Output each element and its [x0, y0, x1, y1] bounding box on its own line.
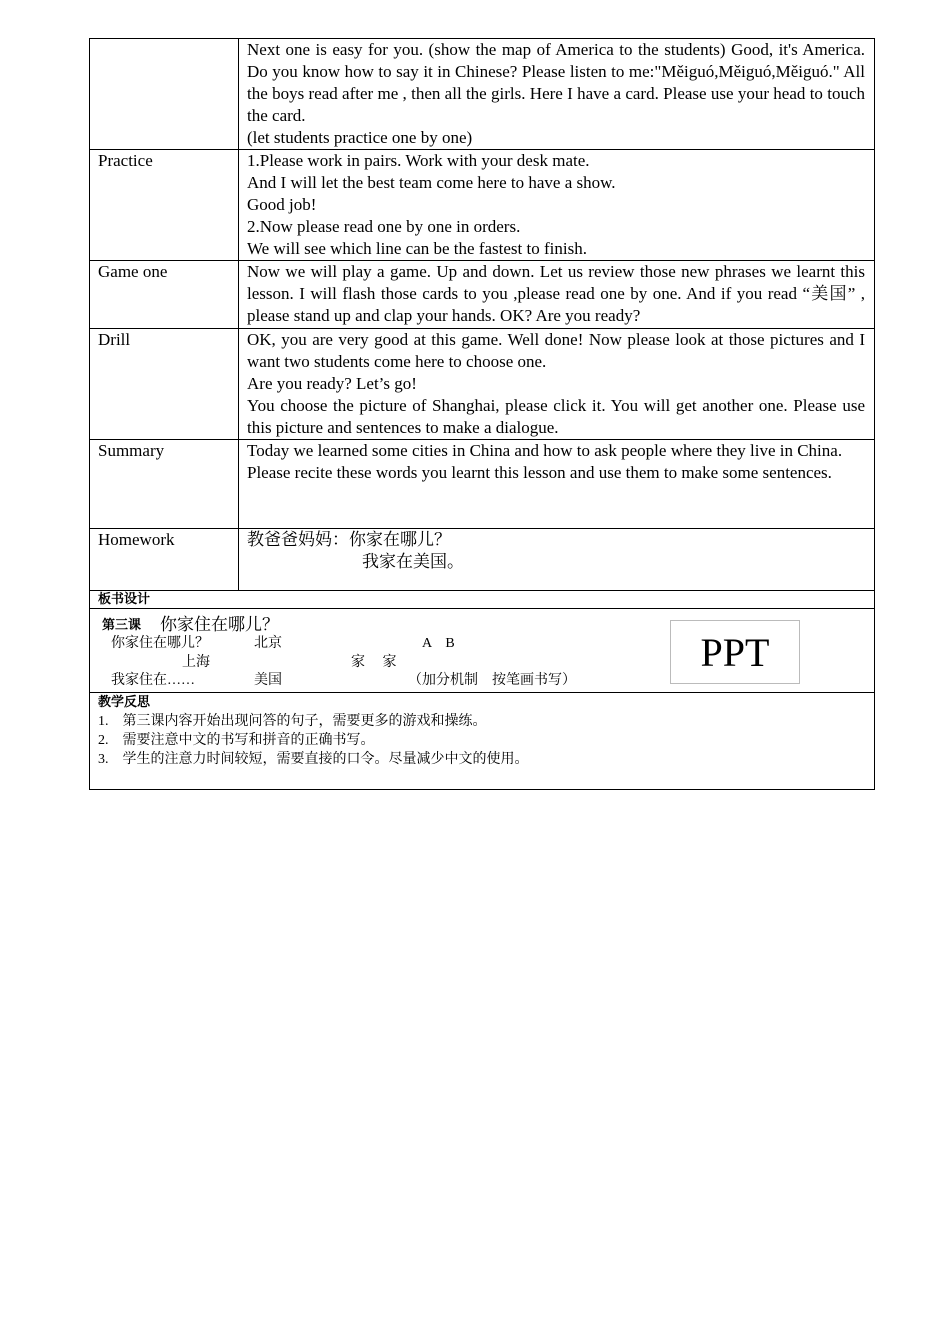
row-content — [239, 440, 875, 529]
reflection-cell — [90, 693, 875, 790]
content-line: Now we will play a game. Up and down. Let us review those new phrases we learnt this lesson. I will flash those cards to you ,please read one by one. And if you read “美国” , please stand up and clap your hands. OK? Are you ready? — [247, 262, 865, 325]
board-word-meiguo: 美国 — [254, 673, 282, 688]
content-line: You choose the picture of Shanghai, please click it. You will get another one. Please use this picture and sentences to make a dialogue. — [247, 396, 865, 437]
ppt-label: PPT — [700, 629, 770, 675]
board-design-title: 板书设计 — [90, 591, 875, 609]
content-line: Please recite these words you learnt this lesson and use them to make some sentences. — [247, 463, 832, 482]
reflection-item: 3. 学生的注意力时间较短，需要直接的口令。尽量减少中文的使用。 — [98, 752, 529, 767]
content-line: Good job! — [247, 195, 317, 214]
table-row — [90, 150, 875, 261]
board-lesson-title: 你家住在哪儿？ — [160, 615, 279, 634]
board-design-cell — [90, 609, 875, 693]
table-row — [90, 329, 875, 440]
content-line: Next one is easy for you. (show the map of America to the students) Good, it's America. Do you know how to say it in Chinese? Please listen to me:"Měiguó,Měiguó,Měiguó." All the boys read after me , then all the girls. Here I have a card. Please use your head to touch the card. — [247, 40, 865, 125]
row-label: Drill — [90, 329, 239, 440]
board-ab: A B — [422, 636, 455, 651]
lesson-plan-page — [89, 38, 874, 790]
table-row — [90, 261, 875, 329]
homework-content — [239, 529, 875, 591]
homework-line: 我家在美国。 — [362, 552, 464, 571]
ppt-box — [670, 620, 800, 684]
reflection-title: 教学反思 — [98, 695, 151, 710]
content-line: Are you ready? Let’s go! — [247, 374, 417, 393]
content-line: (let students practice one by one) — [247, 128, 473, 147]
board-note: （加分机制 按笔画书写） — [408, 673, 576, 688]
board-row — [90, 609, 875, 693]
board-word-beijing: 北京 — [254, 636, 282, 651]
content-line: 1.Please work in pairs. Work with your desk mate. — [247, 151, 590, 170]
row-content — [239, 329, 875, 440]
row-label: Summary — [90, 440, 239, 529]
board-word-jia: 家 家 — [351, 655, 397, 670]
reflection-item: 1. 第三课内容开始出现问答的句子，需要更多的游戏和操练。 — [98, 714, 487, 729]
table-row — [90, 39, 875, 150]
board-answer: 我家住在…… — [111, 673, 195, 688]
row-content — [239, 39, 875, 150]
row-content — [239, 261, 875, 329]
row-content — [239, 150, 875, 261]
row-label: Homework — [90, 529, 239, 591]
row-label — [90, 39, 239, 150]
table-row — [90, 529, 875, 591]
section-row — [90, 591, 875, 609]
reflection-item: 2. 需要注意中文的书写和拼音的正确书写。 — [98, 733, 375, 748]
content-line: 2.Now please read one by one in orders. — [247, 217, 521, 236]
homework-line: 教爸爸妈妈：你家在哪儿？ — [247, 530, 451, 549]
row-label: Practice — [90, 150, 239, 261]
board-lesson-number: 第三课 — [102, 618, 142, 633]
row-label: Game one — [90, 261, 239, 329]
board-word-shanghai: 上海 — [182, 655, 210, 670]
lesson-plan-table — [89, 38, 875, 790]
content-line: Today we learned some cities in China and how to ask people where they live in China. — [247, 441, 843, 460]
board-question: 你家住在哪儿？ — [111, 636, 209, 651]
board-design — [90, 609, 874, 692]
content-line: And I will let the best team come here to have a show. — [247, 173, 616, 192]
content-line: We will see which line can be the fastest to finish. — [247, 239, 587, 258]
content-line: OK, you are very good at this game. Well done! Now please look at those pictures and I want two students come here to choose one. — [247, 330, 865, 371]
reflection-row — [90, 693, 875, 790]
table-row — [90, 440, 875, 529]
